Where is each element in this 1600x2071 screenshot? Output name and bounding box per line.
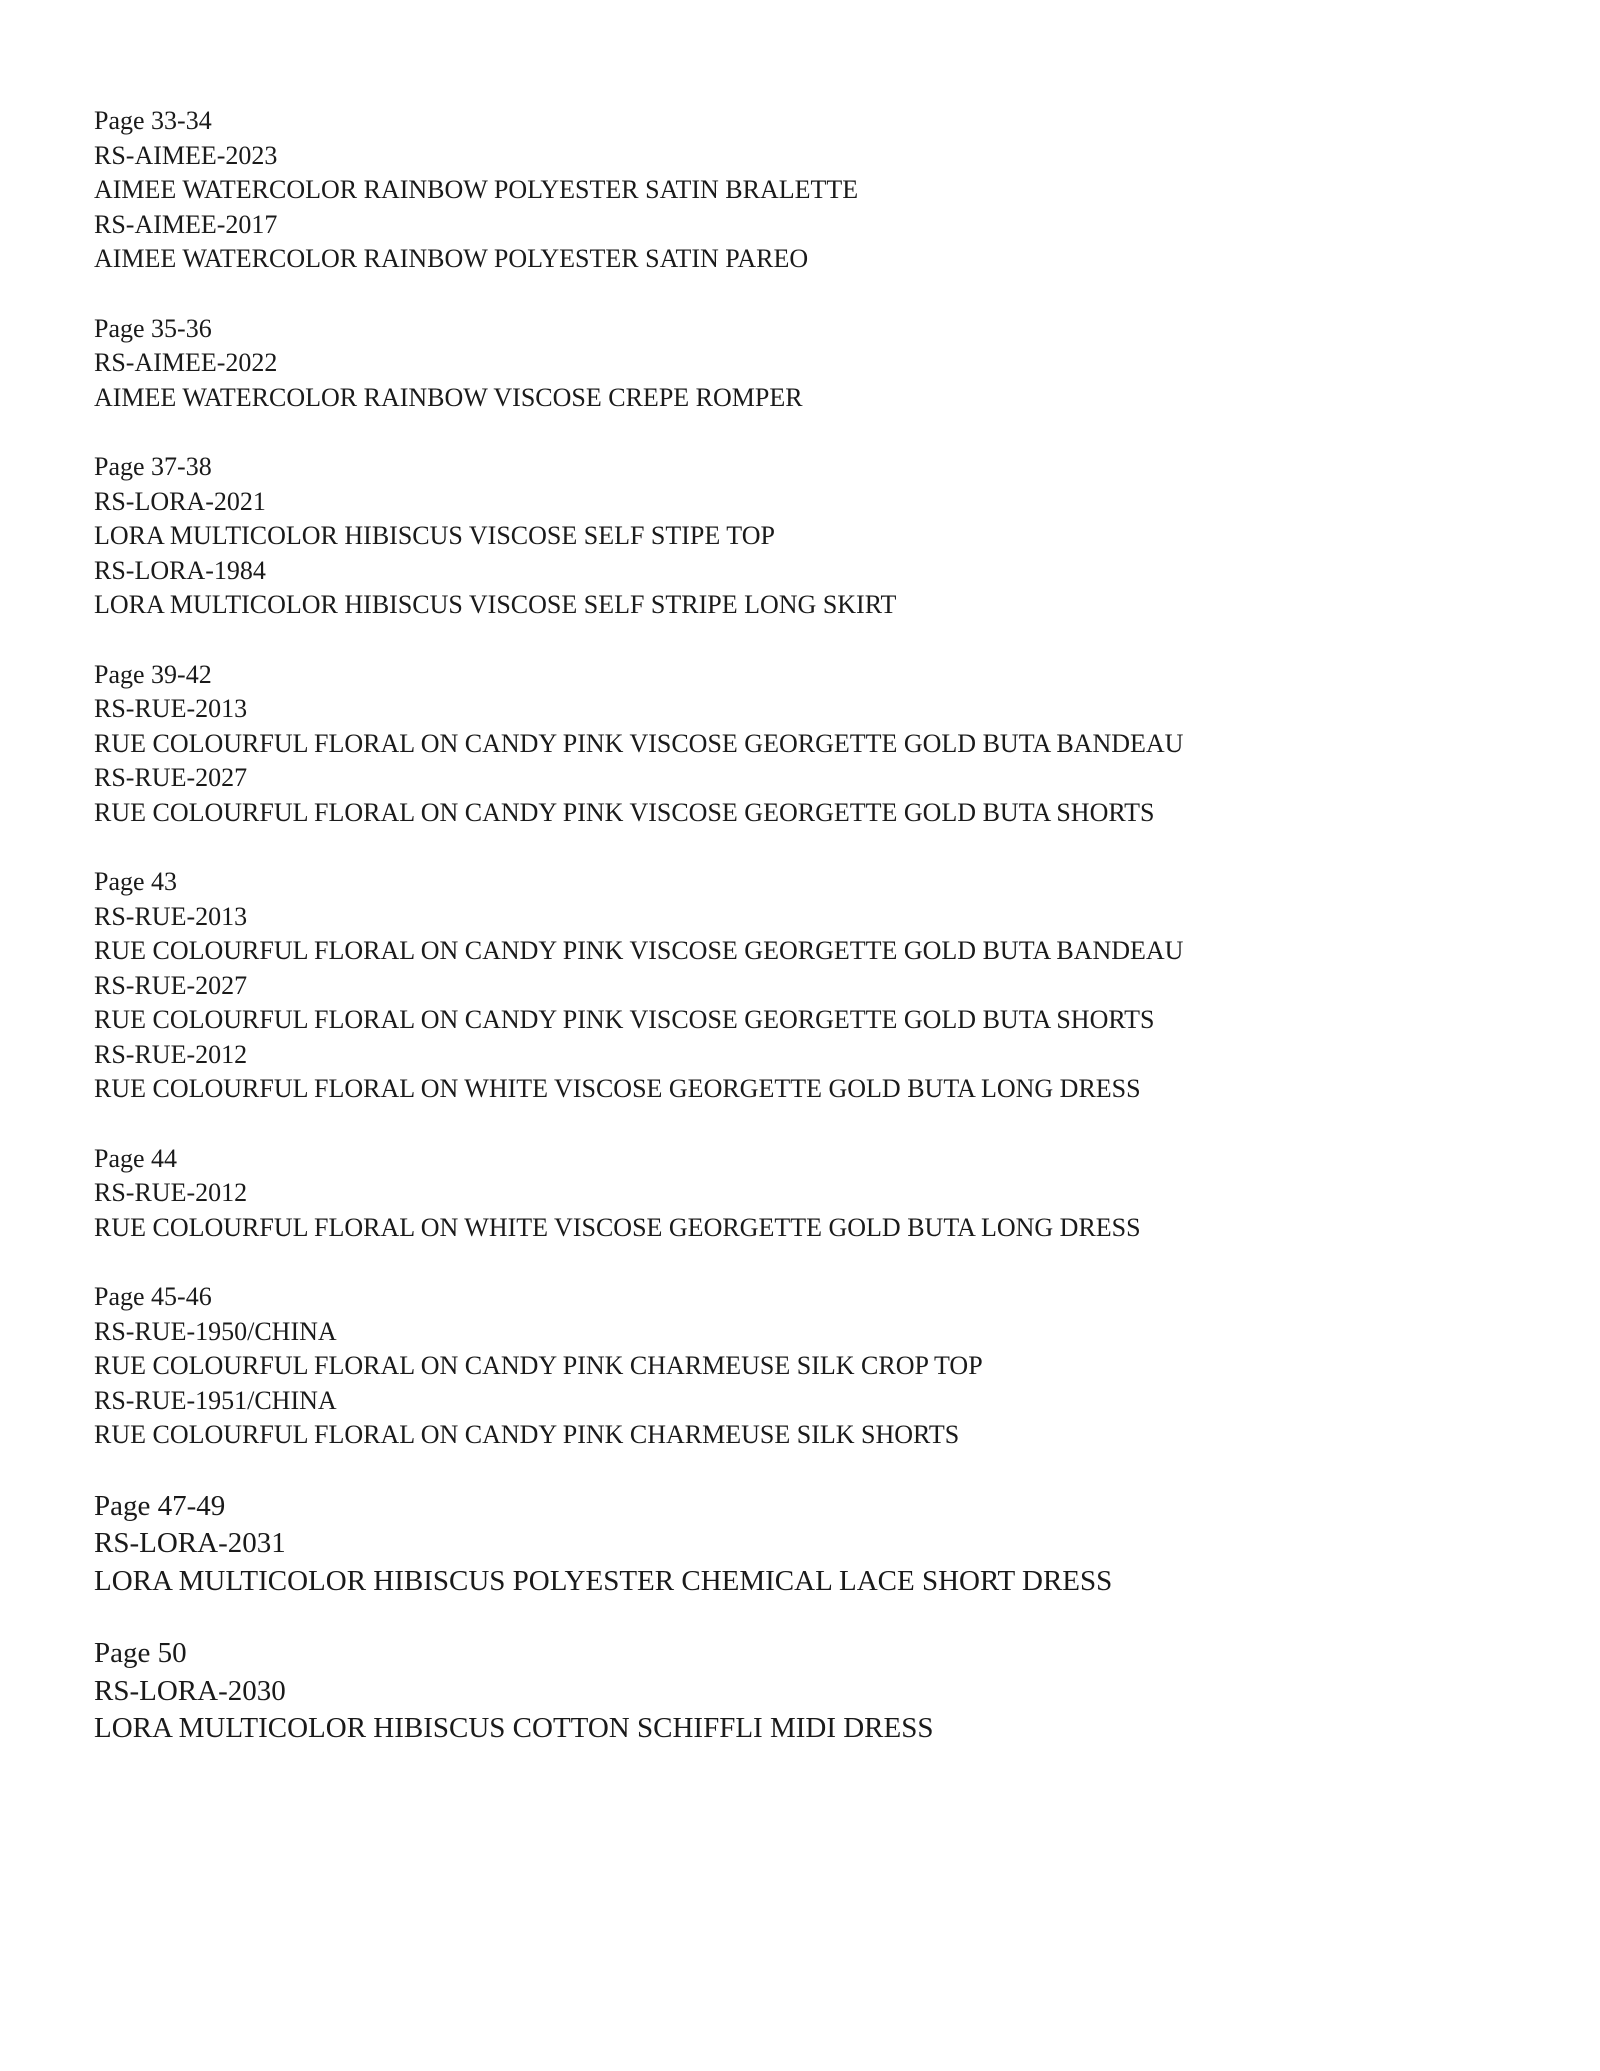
product-description: RUE COLOURFUL FLORAL ON CANDY PINK VISCOSE GEORGETTE GOLD BUTA SHORTS (94, 797, 1155, 827)
page-range-heading: Page 33-34 (94, 106, 212, 135)
product-code: RS-AIMEE-2017 (94, 209, 278, 239)
product-description: LORA MULTICOLOR HIBISCUS VISCOSE SELF STIPE TOP (94, 521, 775, 550)
product-code: RS-AIMEE-2022 (94, 348, 278, 377)
product-description: RUE COLOURFUL FLORAL ON WHITE VISCOSE GEORGETTE GOLD BUTA LONG DRESS (94, 1212, 1141, 1242)
product-description: LORA MULTICOLOR HIBISCUS COTTON SCHIFFLI MIDI DRESS (94, 1712, 934, 1744)
product-description: AIMEE WATERCOLOR RAINBOW VISCOSE CREPE ROMPER (94, 382, 803, 412)
section-page-44 (94, 1142, 1534, 1246)
page-range-heading: Page 37-38 (94, 452, 212, 481)
section-page-37-38 (94, 450, 1534, 623)
page-range-heading: Page 45-46 (94, 1282, 212, 1311)
section-page-35-36 (94, 312, 1534, 416)
page-range-heading: Page 39-42 (94, 659, 212, 689)
product-code: RS-RUE-2027 (94, 763, 248, 792)
section-page-33-34 (94, 104, 1534, 277)
product-description: RUE COLOURFUL FLORAL ON CANDY PINK VISCOSE GEORGETTE GOLD BUTA BANDEAU (94, 936, 1184, 965)
product-code: RS-LORA-2030 (94, 1674, 286, 1707)
product-code: RS-RUE-2012 (94, 1039, 248, 1069)
product-description: RUE COLOURFUL FLORAL ON CANDY PINK CHARMEUSE SILK SHORTS (94, 1420, 960, 1449)
page-range-heading: Page 43 (94, 867, 178, 896)
product-code: RS-RUE-2012 (94, 1178, 248, 1207)
product-code: RS-RUE-2013 (94, 694, 248, 723)
product-description: AIMEE WATERCOLOR RAINBOW POLYESTER SATIN PAREO (94, 244, 809, 273)
product-code: RS-AIMEE-2023 (94, 140, 278, 170)
page-range-heading: Page 44 (94, 1143, 178, 1173)
product-code: RS-LORA-1984 (94, 555, 266, 585)
page-range-heading: Page 35-36 (94, 313, 212, 343)
product-code: RS-LORA-2031 (94, 1527, 286, 1559)
product-code: RS-RUE-2013 (94, 901, 248, 931)
product-code: RS-LORA-2021 (94, 486, 266, 516)
document-page (94, 104, 1534, 1783)
product-code: RS-RUE-1951/CHINA (94, 1385, 337, 1415)
section-page-43 (94, 865, 1534, 1107)
product-description: RUE COLOURFUL FLORAL ON CANDY PINK CHARMEUSE SILK CROP TOP (94, 1351, 983, 1380)
page-range-heading: Page 50 (94, 1637, 187, 1669)
product-code: RS-RUE-2027 (94, 970, 248, 1000)
product-description: LORA MULTICOLOR HIBISCUS VISCOSE SELF STRIPE LONG SKIRT (94, 590, 897, 619)
product-description: AIMEE WATERCOLOR RAINBOW POLYESTER SATIN BRALETTE (94, 175, 859, 204)
section-page-45-46 (94, 1280, 1534, 1453)
section-page-50 (94, 1635, 1534, 1748)
product-description: RUE COLOURFUL FLORAL ON WHITE VISCOSE GEORGETTE GOLD BUTA LONG DRESS (94, 1074, 1141, 1103)
section-page-39-42 (94, 658, 1534, 831)
page-range-heading: Page 47-49 (94, 1489, 226, 1522)
product-description: LORA MULTICOLOR HIBISCUS POLYESTER CHEMICAL LACE SHORT DRESS (94, 1564, 1113, 1597)
product-code: RS-RUE-1950/CHINA (94, 1316, 337, 1346)
product-description: RUE COLOURFUL FLORAL ON CANDY PINK VISCOSE GEORGETTE GOLD BUTA BANDEAU (94, 728, 1184, 758)
section-page-47-49 (94, 1488, 1534, 1601)
product-description: RUE COLOURFUL FLORAL ON CANDY PINK VISCOSE GEORGETTE GOLD BUTA SHORTS (94, 1005, 1155, 1034)
